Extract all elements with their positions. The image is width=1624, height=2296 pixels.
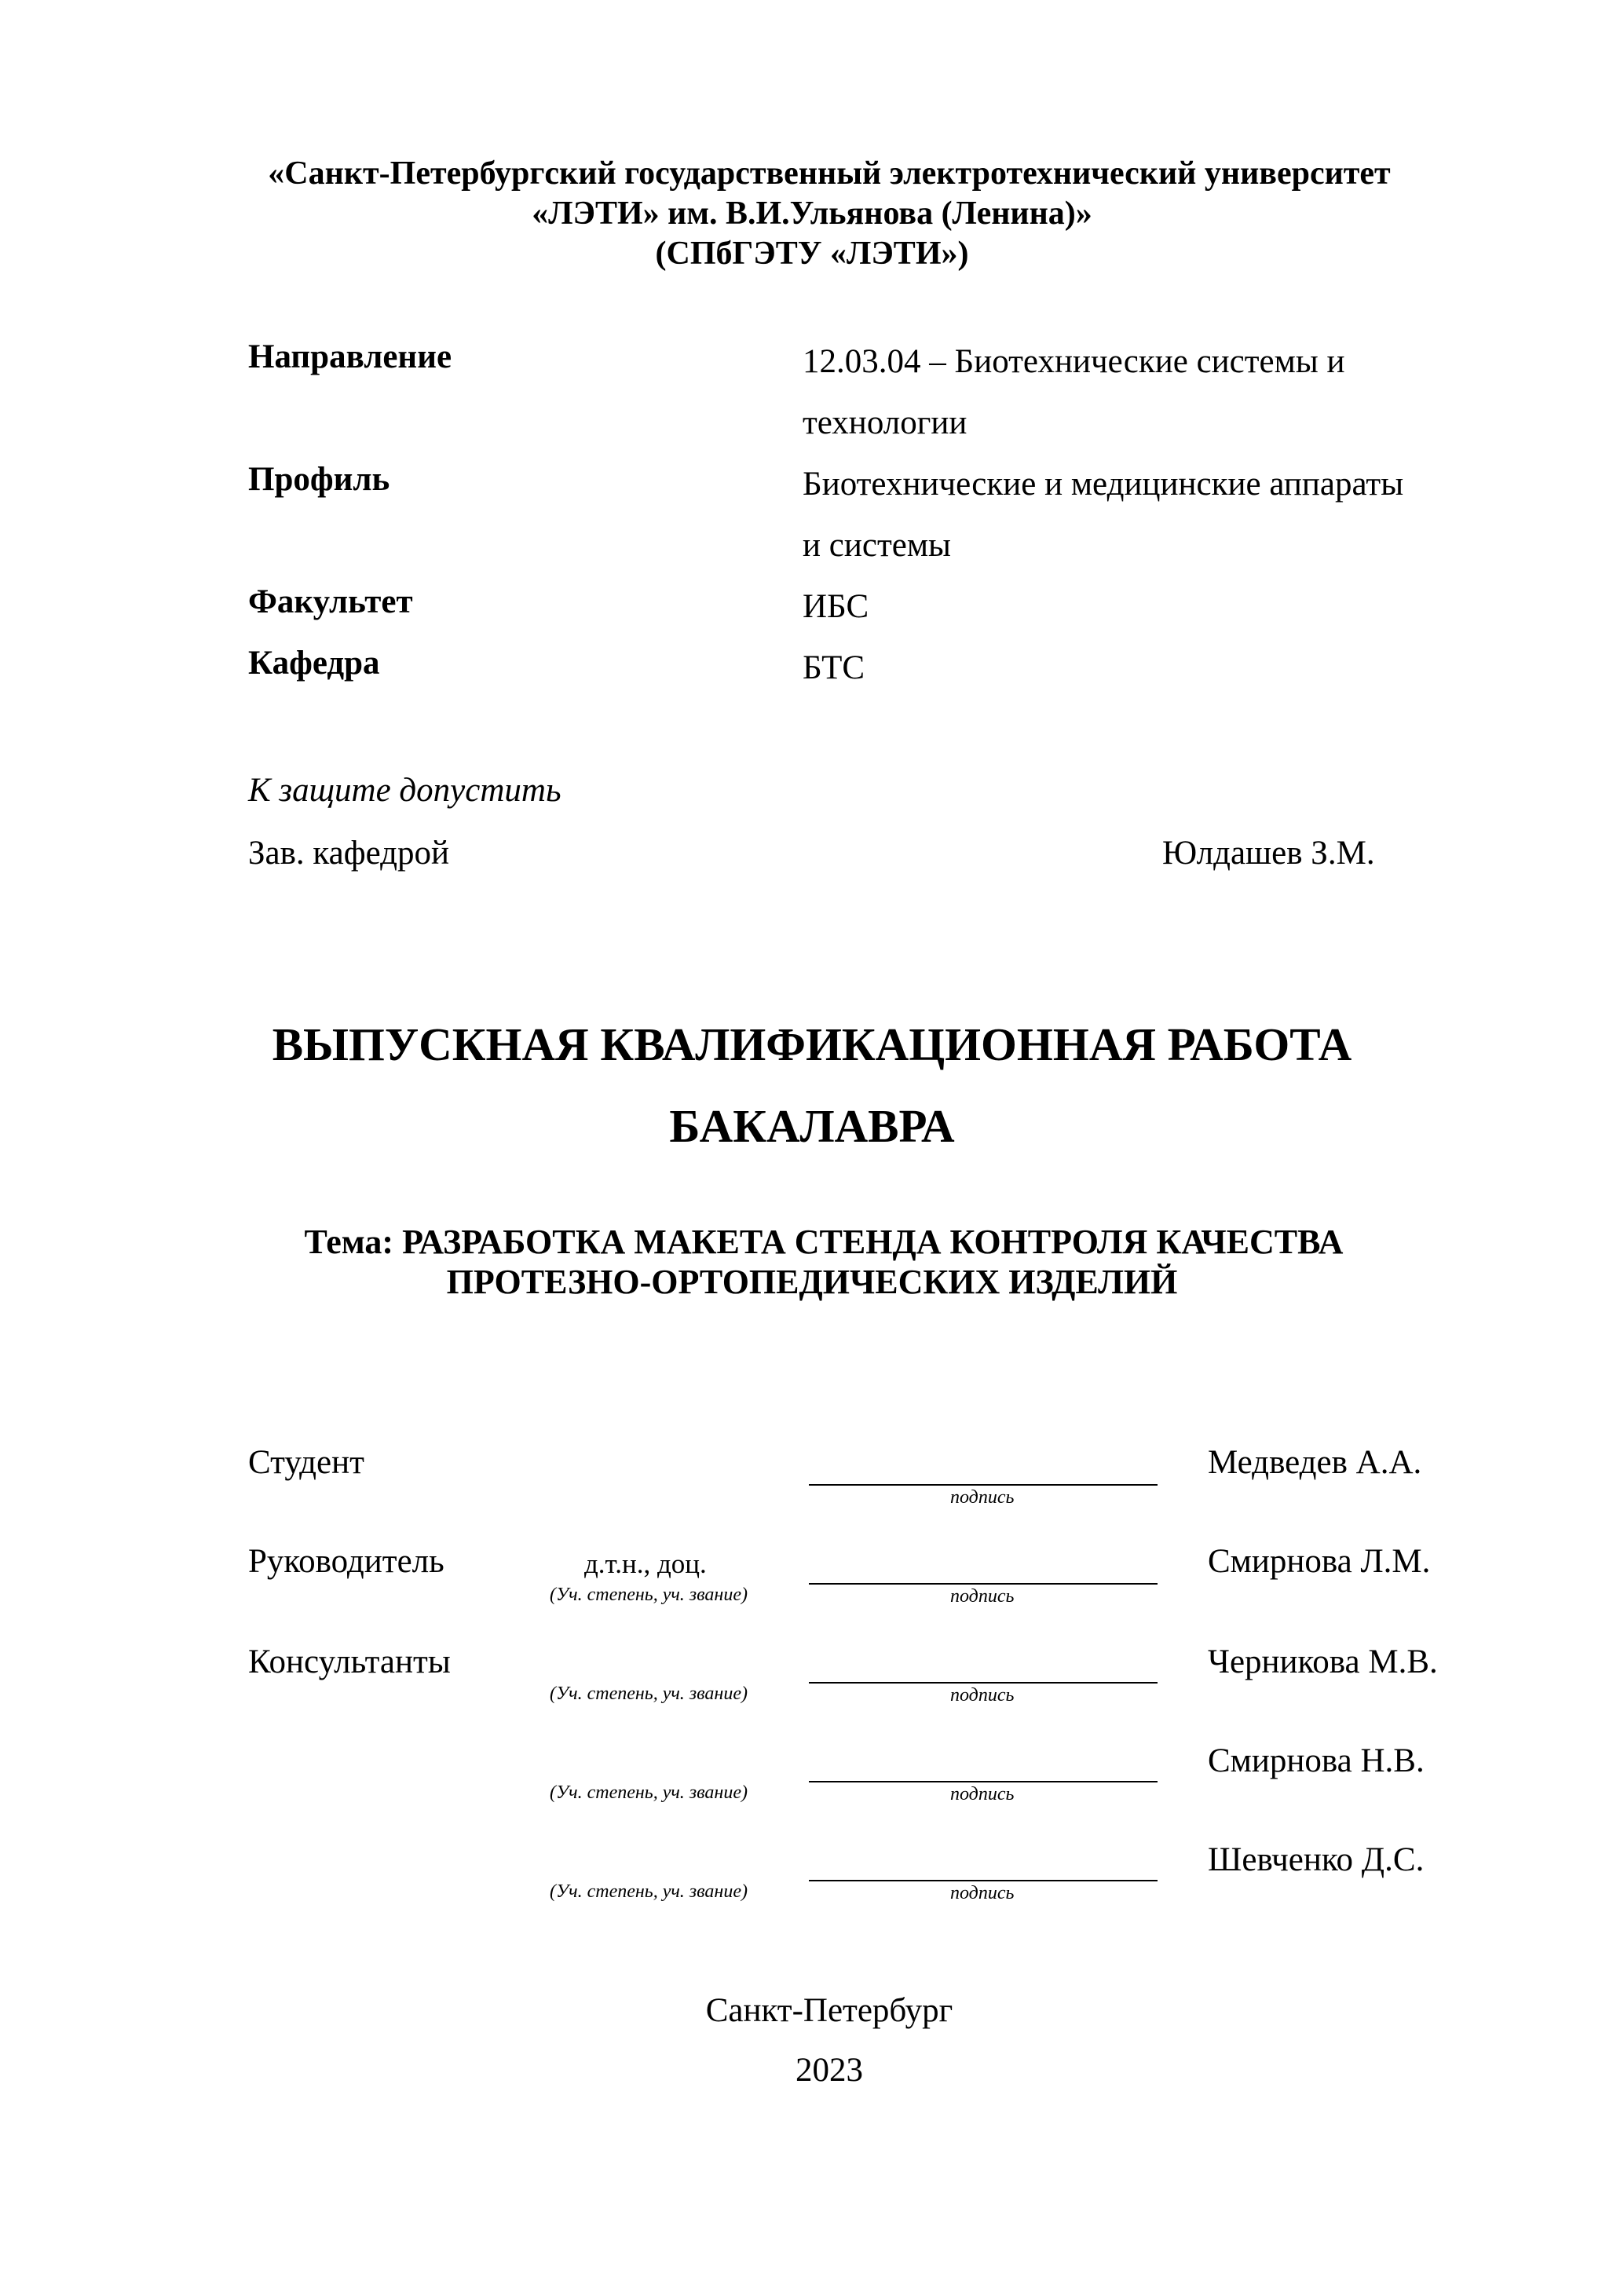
thesis-theme-line-2: ПРОТЕЗНО-ОРТОПЕДИЧЕСКИХ ИЗДЕЛИЙ <box>446 1263 1178 1301</box>
direction-value-line-1: 12.03.04 – Биотехнические системы и <box>803 343 1345 380</box>
consultant-1-signature-caption: подпись <box>950 1685 1015 1706</box>
document-title-line-1: ВЫПУСКНАЯ КВАЛИФИКАЦИОННАЯ РАБОТА <box>272 1018 1352 1070</box>
profile-value <box>803 454 1403 576</box>
department-value: БТС <box>803 649 865 686</box>
student-signature-line <box>809 1484 1158 1486</box>
student-signature-caption: подпись <box>950 1487 1015 1508</box>
supervisor-degree: д.т.н., доц. <box>584 1548 707 1579</box>
footer-year-text: 2023 <box>796 2052 863 2089</box>
thesis-theme-line-1: Тема: РАЗРАБОТКА МАКЕТА СТЕНДА КОНТРОЛЯ КАЧЕСТВА <box>304 1223 1344 1261</box>
header-line-2: «ЛЭТИ» им. В.И.Ульянова (Ленина)» <box>532 196 1092 232</box>
head-of-department-name: Юлдашев З.М. <box>1162 835 1375 872</box>
direction-label: Направление <box>248 338 452 375</box>
supervisor-name: Смирнова Л.М. <box>1208 1543 1431 1580</box>
consultant-3-signature-line <box>809 1880 1158 1881</box>
student-name: Медведев А.А. <box>1208 1444 1422 1481</box>
footer-city-text: Санкт-Петербург <box>705 1992 953 2029</box>
consultant-3-name: Шевченко Д.С. <box>1208 1841 1425 1878</box>
footer-city <box>0 1991 1624 2030</box>
footer-year <box>0 2051 1624 2089</box>
supervisor-degree-caption: (Уч. степень, уч. звание) <box>550 1585 748 1605</box>
admission-note: К защите допустить <box>248 772 561 809</box>
supervisor-signature-line <box>809 1583 1158 1585</box>
header-line-3: (СПбГЭТУ «ЛЭТИ») <box>655 236 969 272</box>
consultant-1-degree-caption: (Уч. степень, уч. звание) <box>550 1684 748 1704</box>
supervisor-label: Руководитель <box>248 1543 444 1580</box>
thesis-theme <box>0 1222 1624 1302</box>
student-label: Студент <box>248 1444 364 1481</box>
head-of-department-label: Зав. кафедрой <box>248 835 450 872</box>
header-line-1: «Санкт-Петербургский государственный электротехнический университет <box>268 155 1391 192</box>
consultant-3-signature-caption: подпись <box>950 1883 1015 1903</box>
university-header <box>0 154 1624 274</box>
department-label: Кафедра <box>248 645 380 682</box>
consultant-2-signature-line <box>809 1781 1158 1782</box>
profile-value-line-2: и системы <box>803 527 951 564</box>
document-title-line-2: БАКАЛАВРА <box>669 1100 955 1152</box>
faculty-value: ИБС <box>803 588 869 625</box>
consultant-2-name: Смирнова Н.В. <box>1208 1742 1425 1779</box>
consultant-3-degree-caption: (Уч. степень, уч. звание) <box>550 1881 748 1902</box>
consultant-1-signature-line <box>809 1682 1158 1684</box>
supervisor-signature-caption: подпись <box>950 1586 1015 1607</box>
profile-label: Профиль <box>248 461 390 498</box>
consultant-2-degree-caption: (Уч. степень, уч. звание) <box>550 1782 748 1803</box>
direction-value-line-2: технологии <box>803 404 967 441</box>
faculty-label: Факультет <box>248 583 413 620</box>
consultant-1-name: Черникова М.В. <box>1208 1643 1438 1680</box>
consultant-2-signature-caption: подпись <box>950 1784 1015 1804</box>
profile-value-line-1: Биотехнические и медицинские аппараты <box>803 466 1404 503</box>
direction-value <box>803 331 1345 454</box>
consultants-label: Консультанты <box>248 1643 451 1680</box>
